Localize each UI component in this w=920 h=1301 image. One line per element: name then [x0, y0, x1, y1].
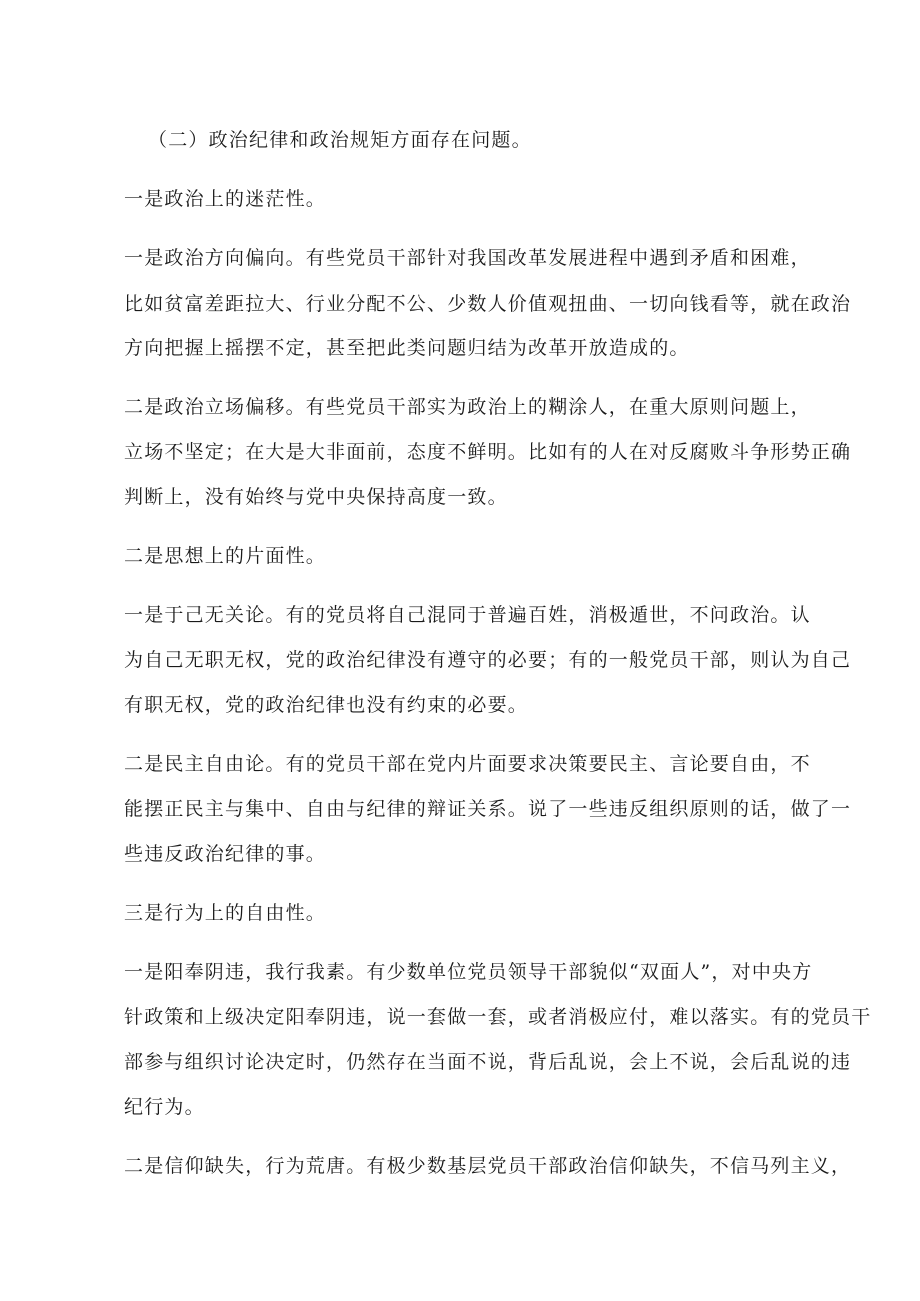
paragraph-line: 一是阳奉阴违，我行我素。有少数单位党员领导干部貌似“双面人”，对中央方 [124, 961, 813, 983]
paragraph-line: 有职无权，党的政治纪律也没有约束的必要。 [124, 694, 529, 716]
subheading-behavioral-liberalism: 三是行为上的自由性。 [124, 902, 327, 924]
paragraph-line: 些违反政治纪律的事。 [124, 843, 327, 865]
paragraph-line: 二是政治立场偏移。有些党员干部实为政治上的糊涂人，在重大原则问题上， [124, 396, 811, 418]
paragraph-line: 二是信仰缺失，行为荒唐。有极少数基层党员干部政治信仰缺失，不信马列主义， [124, 1155, 852, 1177]
section-heading: （二）政治纪律和政治规矩方面存在问题。 [148, 129, 532, 151]
paragraph-line: 判断上，没有始终与党中央保持高度一致。 [124, 486, 508, 508]
paragraph-line: 方向把握上摇摆不定，甚至把此类问题归结为改革开放造成的。 [124, 337, 690, 359]
paragraph-line: 能摆正民主与集中、自由与纪律的辩证关系。说了一些违反组织原则的话，做了一 [124, 798, 852, 820]
paragraph-line: 一是政治方向偏向。有些党员干部针对我国改革发展进程中遇到矛盾和困难， [124, 247, 811, 269]
paragraph-line: 立场不坚定；在大是大非面前，态度不鲜明。比如有的人在对反腐败斗争形势正确 [124, 441, 852, 463]
subheading-political-confusion: 一是政治上的迷茫性。 [124, 188, 327, 210]
paragraph-line: 一是于己无关论。有的党员将自己混同于普遍百姓，消极遁世，不问政治。认 [124, 604, 811, 626]
paragraph-line: 二是民主自由论。有的党员干部在党内片面要求决策要民主、言论要自由，不 [124, 753, 811, 775]
paragraph-line: 纪行为。 [124, 1096, 205, 1118]
paragraph-line: 针政策和上级决定阳奉阴违，说一套做一套，或者消极应付，难以落实。有的党员干 [124, 1006, 872, 1028]
paragraph-line: 部参与组织讨论决定时，仍然存在当面不说，背后乱说，会上不说，会后乱说的违 [124, 1051, 852, 1073]
subheading-ideological-one-sidedness: 二是思想上的片面性。 [124, 545, 327, 567]
paragraph-line: 比如贫富差距拉大、行业分配不公、少数人价值观扭曲、一切向钱看等，就在政治 [124, 293, 852, 315]
paragraph-line: 为自己无职无权，党的政治纪律没有遵守的必要；有的一般党员干部，则认为自己 [124, 649, 852, 671]
